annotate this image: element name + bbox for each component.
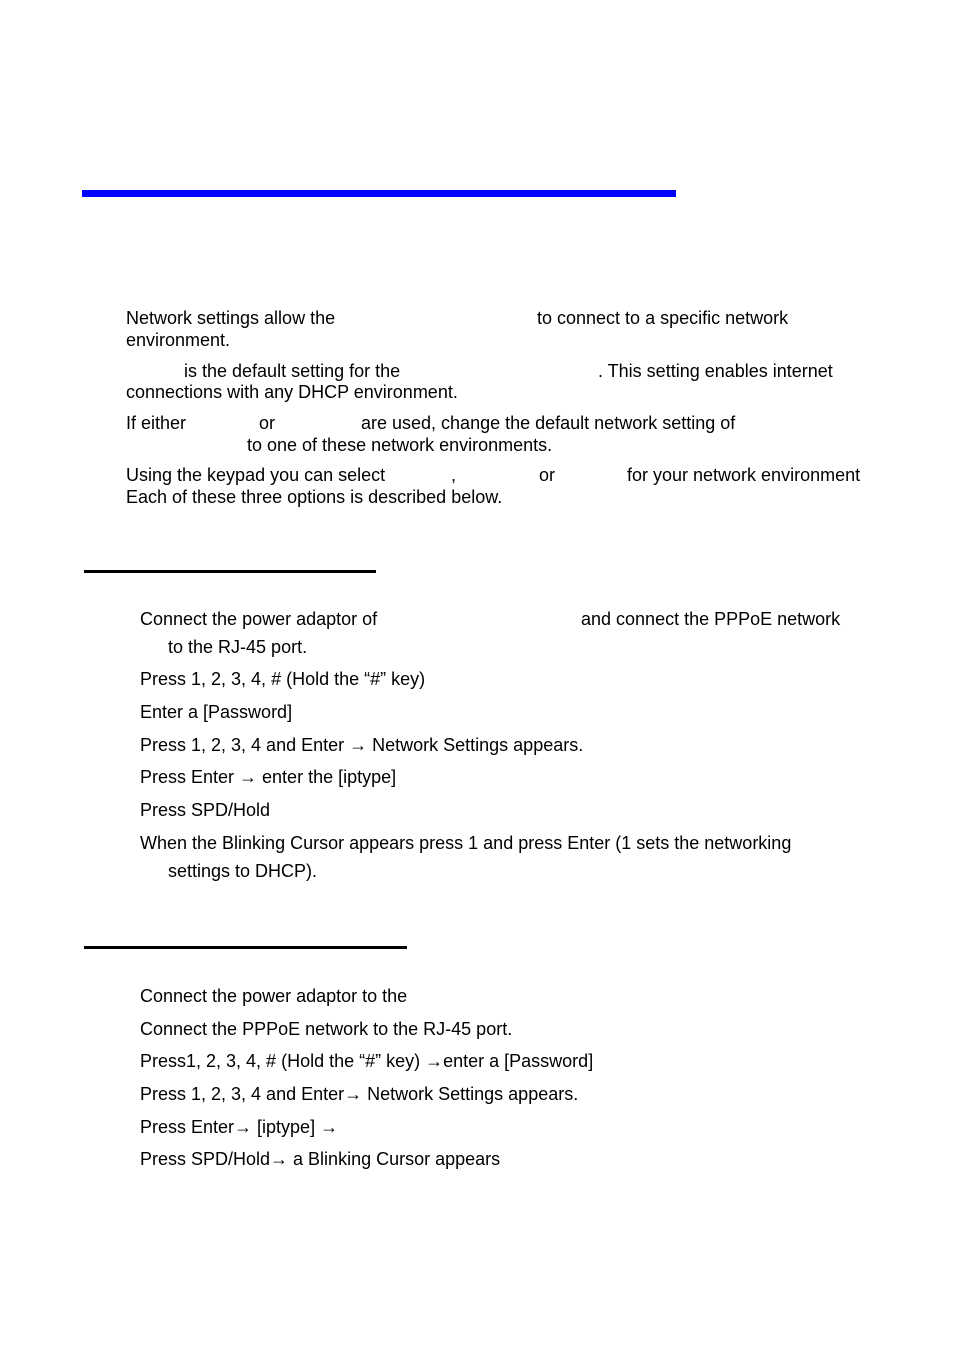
intro-p1-b: to connect to a specific network xyxy=(537,308,789,328)
intro-p4-e: Each of these three options is described below. xyxy=(126,487,503,507)
section2-step1: Connect the power adaptor to the xyxy=(140,986,408,1006)
section2-step5: Press Enter→ [iptype] → xyxy=(140,1117,339,1137)
heading-rule xyxy=(82,190,676,197)
section1-step2: Press 1, 2, 3, 4, # (Hold the “#” key) xyxy=(140,669,426,689)
section1-step7-b: settings to DHCP). xyxy=(168,861,318,881)
section1-step1-b: and connect the PPPoE network xyxy=(581,609,841,629)
intro-p4-b: , xyxy=(451,465,457,485)
intro-p1-a: Network settings allow the xyxy=(126,308,336,328)
section1-step7-a: When the Blinking Cursor appears press 1 and press Enter (1 sets the networking xyxy=(140,833,792,853)
section2-rule xyxy=(84,946,407,949)
section2-step6: Press SPD/Hold→ a Blinking Cursor appears xyxy=(140,1149,501,1169)
intro-p3-d: to one of these network environments. xyxy=(247,435,553,455)
section1-step1-c: to the RJ-45 port. xyxy=(168,637,308,657)
section1-step1-a: Connect the power adaptor of xyxy=(140,609,378,629)
intro-p2-a: is the default setting for the xyxy=(184,361,401,381)
intro-p3-a: If either xyxy=(126,413,187,433)
intro-p4-d: for your network environment xyxy=(627,465,861,485)
section1-rule xyxy=(84,570,376,573)
section2-step3: Press1, 2, 3, 4, # (Hold the “#” key) →enter a [Password] xyxy=(140,1051,594,1071)
section1-step5: Press Enter → enter the [iptype] xyxy=(140,767,397,787)
intro-p4-a: Using the keypad you can select xyxy=(126,465,386,485)
intro-p3-c: are used, change the default network setting of xyxy=(361,413,736,433)
section1-step3: Enter a [Password] xyxy=(140,702,293,722)
intro-p1-c: environment. xyxy=(126,330,231,350)
intro-p2-b: . This setting enables internet xyxy=(598,361,833,381)
intro-p2-c: connections with any DHCP environment. xyxy=(126,382,458,402)
section2-step2: Connect the PPPoE network to the RJ-45 port. xyxy=(140,1019,513,1039)
section1-step6: Press SPD/Hold xyxy=(140,800,271,820)
section1-step4: Press 1, 2, 3, 4 and Enter → Network Settings appears. xyxy=(140,735,584,755)
intro-p4-c: or xyxy=(539,465,556,485)
intro-p3-b: or xyxy=(259,413,276,433)
section2-step4: Press 1, 2, 3, 4 and Enter→ Network Settings appears. xyxy=(140,1084,579,1104)
